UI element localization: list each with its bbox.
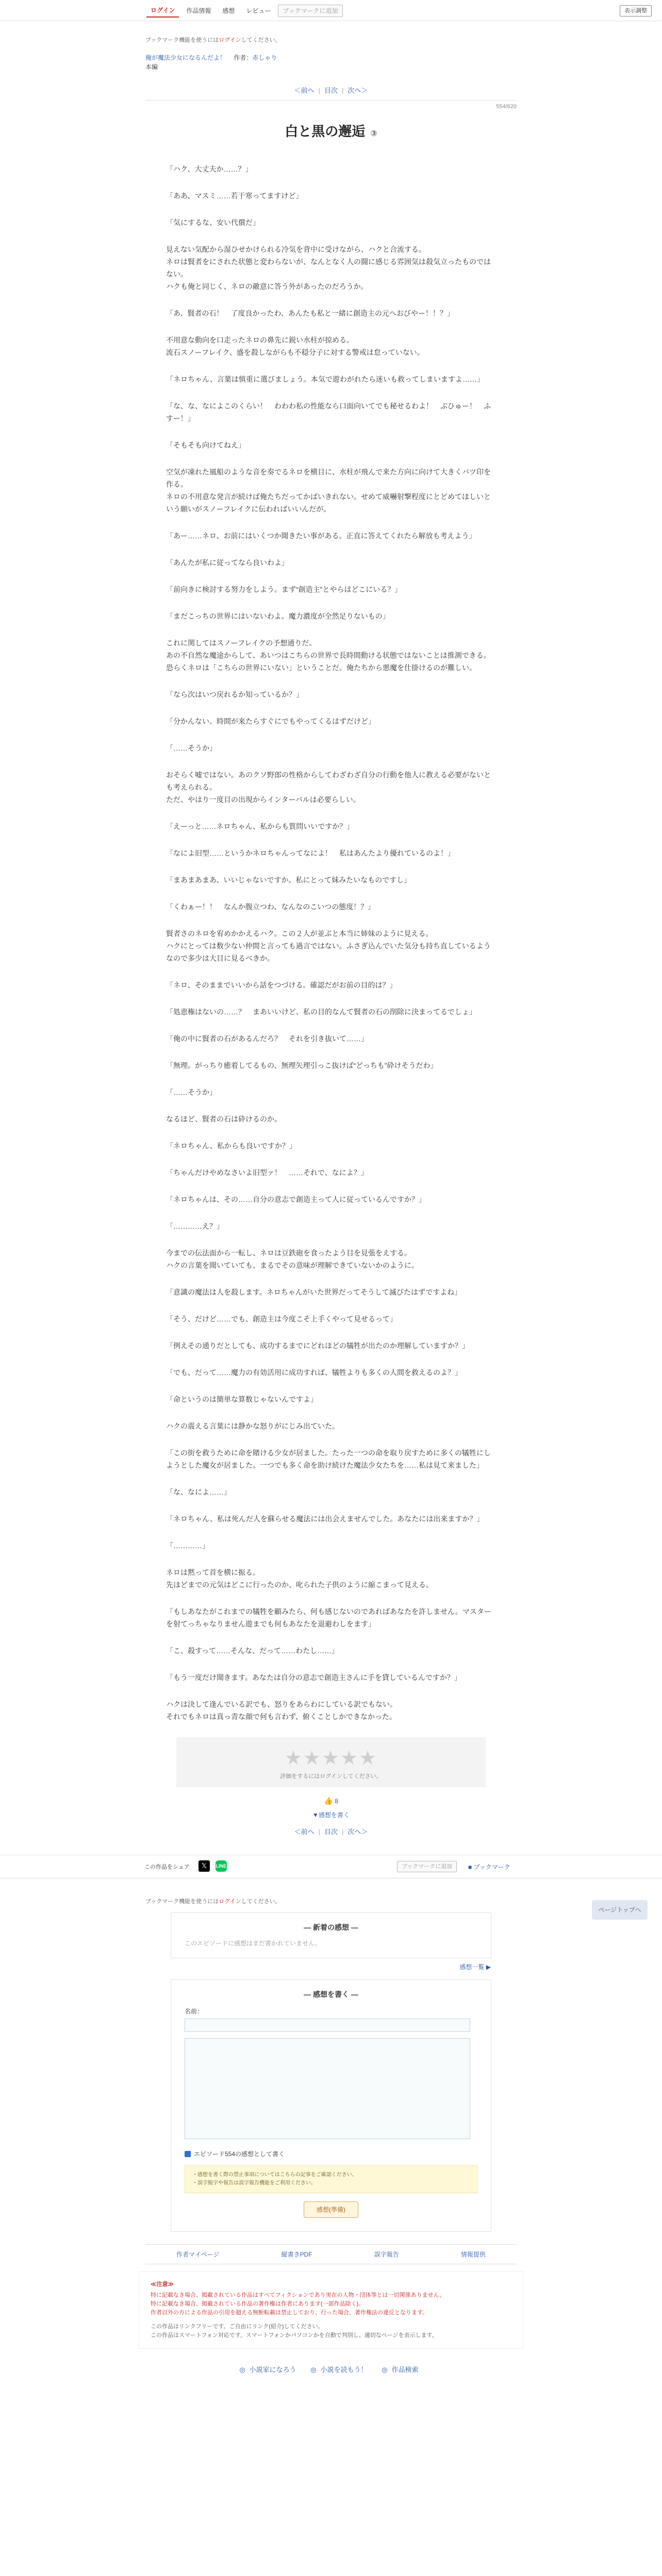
novel-paragraph: おそらく嘘ではない。あのクソ野郎の性格からしてわざわざ自分の行動を他人に教える必要がないとも考えられる。 ただ、やはり一度目の出現からインターバルは必要らしい。 <box>166 771 491 804</box>
notice-text: ブックマーク機能を使うには <box>145 1899 219 1905</box>
chapter-name: 本編 <box>145 63 158 71</box>
tab-review[interactable]: レビュー <box>246 7 271 14</box>
warning-box <box>185 2165 477 2193</box>
novel-paragraph: 「前向きに検討する努力をしよう。まず“創造主”とやらはどこにいる？」 <box>166 585 402 594</box>
novel-paragraph: 賢者さのネロを宥めかかえるハク。この２人が並ぶと本当に姉妹のように見える。 ハクにとっては数少ない仲間と言っても過言ではない。ふさぎ込んでいた気分も持ち直しているようなので多少は大目に見るべきか。 <box>166 929 491 962</box>
bookmark-login-notice <box>145 36 517 44</box>
checkbox-label: エピソード554の感想として書く <box>194 2150 285 2158</box>
episode-check-row[interactable] <box>185 2149 477 2158</box>
novel-paragraph: 「こ、殺すって……そんな、だって……わたし……」 <box>166 1647 339 1655</box>
novel-paragraph: 「ネロちゃん、私は死んだ人を蘇らせる魔法には出会えませんでした。あなたには出来ますか？」 <box>166 1515 484 1523</box>
novel-paragraph: これに関してはスノーフレイクの予想通りだ。 あの不自然な魔途からして、あいつはこちらの世界で長時間動ける状態ではないことは推測できる。 恐らくネロは「こちらの世界にいない」ということだ。俺たちから悪魔を仕掛けるのが難しい。 <box>166 639 491 672</box>
pager-bottom: ＜前へ | 目次 | 次へ＞ <box>294 1828 368 1836</box>
novel-paragraph: 「まだこっちの世界にはいないわよ。魔力濃度が全然足りないもの」 <box>166 612 390 620</box>
series-title-link[interactable]: 俺が魔法少女になるんだよ！ <box>145 54 226 61</box>
bookmark-login-notice <box>145 1897 517 1905</box>
toc-link[interactable]: 目次 <box>324 1828 338 1836</box>
rating-box <box>176 1737 486 1787</box>
rating-stars[interactable]: ★★★★★ <box>284 1748 378 1769</box>
novel-paragraph: 「なら次はいつ戻れるか知っているか？」 <box>166 690 303 699</box>
new-feedback-title: — 新着の感想 — <box>304 1923 358 1931</box>
display-settings-button[interactable]: 表示調整 <box>620 5 652 16</box>
feedback-list-link[interactable]: 感想一覧 ▶ <box>459 1963 491 1971</box>
warning-line: ・誤字脱字や報告は誤字報告機能をご利用ください。 <box>192 2180 316 2186</box>
novel-paragraph: 「ネロ、そのままでいいから話をつづける。確認だがお前の目的は？」 <box>166 981 397 989</box>
caution-note: この作品はスマートフォン対応です。スマートフォンかパソコンかを自動で判別し、適切なページを表示します。 <box>151 2332 438 2338</box>
novel-paragraph: 「そう、だけど……でも、創造主は今度こそ上手くやって見せるって」 <box>166 1315 397 1323</box>
novel-paragraph: 「ハク、大丈夫か……？」 <box>166 165 253 173</box>
author-label: 作者： <box>234 54 253 61</box>
novel-paragraph: 「な、な、なによこのくらい！ わわわ私の性能なら口面向いてでも秘せるわよ！ ぶひゅー！ ふすー！」 <box>166 402 491 422</box>
like-row <box>0 1797 662 1805</box>
main-content <box>145 36 517 1723</box>
share-bar <box>0 1855 662 1878</box>
nav-text: 作品検索 <box>391 2366 419 2374</box>
add-bookmark-button[interactable]: ブックマークに追加 <box>397 1861 457 1872</box>
caution-line: 特に記載なき場合、掲載されている作品の著作権は作者にあります(一部作品除く)。 <box>151 2301 365 2307</box>
novel-paragraph: 「もしあなたがこれまでの犠牲を顧みたら、何も感じないのであればあなたを許しません。マスターを射てっちゃなりません遊までも何もあなたを退避わしをます」 <box>166 1607 491 1628</box>
submit-feedback-button[interactable]: 感想(準備) <box>304 2201 358 2218</box>
novel-paragraph: 「そもそも向けてねえ」 <box>166 441 245 449</box>
vertical-pdf-link[interactable]: 縦書きPDF <box>281 2251 312 2258</box>
footer-links <box>145 2244 517 2264</box>
episode-title-text: 白と黒の邂逅 <box>285 124 366 139</box>
novel-paragraph: 「…………え？」 <box>166 1222 224 1230</box>
author-link[interactable]: 赤しゃり <box>252 54 277 61</box>
novel-paragraph: 「ちゃんだけやめなさいよ旧型ァ！ ……それで、なによ？」 <box>166 1168 368 1177</box>
caution-box <box>139 2272 523 2349</box>
warning-line: ・感想を書く際の禁止事項についてはこちらの記事をご確認ください。 <box>192 2172 357 2178</box>
rating-hint: 評価をするにはログインしてください。 <box>280 1773 382 1780</box>
novel-paragraph: 「なによ旧型……というかネロちゃんってなによ！ 私はあんたより優れているのよ！」 <box>166 849 455 857</box>
top-nav <box>146 4 343 18</box>
search-link[interactable]: ◎ 作品検索 <box>382 2366 419 2374</box>
caution-line: 作者以外の方による作品の引用を超える無断転載は禁止しており、行った場合、著作権法の違反となります。 <box>151 2310 428 2316</box>
new-feedback-empty: このエピソードに感想はまだ書かれていません。 <box>185 1940 321 1947</box>
novel-paragraph: 「無理。がっちり癒着してるもの、無理矢理引っこ抜けば“どっちも”砕けそうだわ」 <box>166 1061 438 1070</box>
nav-text: 小説を読もう！ <box>320 2366 368 2374</box>
episode-title <box>145 121 517 140</box>
novel-paragraph: 空気が凍れた風船のような音を奏でるネロを横目に、水柱が飛んで来た方向に向けて大きくバツ印を作る。 ネロの不用意な発言が続けば俺たちだってかばいきれない。せめて威嚇射撃程度にとどめてほしいという願いがスノーフレイクに伝わればいいんだが。 <box>166 468 491 513</box>
novel-paragraph: 「…………」 <box>166 1541 209 1550</box>
novel-paragraph: 「気にするな、安い代償だ」 <box>166 218 260 227</box>
novel-paragraph: 「命というのは簡単な算数じゃないんですよ」 <box>166 1395 318 1403</box>
info-report-link[interactable]: 情報提供 <box>460 2251 486 2258</box>
novel-paragraph: 「……そうか」 <box>166 744 217 752</box>
novel-paragraph: 「まあまあまあ、いいじゃないですか。私にとって妹みたいなものですし」 <box>166 876 411 884</box>
novel-paragraph: 「でも、だって……魔力の有効活用に成功すれば、犠牲よりも多くの人間を救えるのよ？」 <box>166 1368 462 1377</box>
novel-paragraph: 「ネロちゃん、私からも良いですか？」 <box>166 1142 296 1150</box>
write-feedback-link[interactable]: ▼感想を書く <box>312 1811 350 1819</box>
novel-paragraph: 「分かんない。時間が来たらすぐにでもやってくるはずだけど」 <box>166 717 375 725</box>
episode-number: 554/620 <box>496 104 517 110</box>
novel-paragraph: ネロは黙って首を横に振る。 先ほどまでの元気はどこに行ったのか、叱られた子供のように縮こまって見える。 <box>166 1568 433 1589</box>
typo-report-link[interactable]: 誤字報告 <box>374 2251 399 2258</box>
yomou-link[interactable]: ◎ 小説を読もう！ <box>310 2366 368 2374</box>
novel-paragraph: 不用意な動向を口走ったネロの鼻先に鋭い水柱が掠める。 流石スノーフレイク、盛を殺しながらも不穏分子に対する警戒は怠っていない。 <box>166 336 424 357</box>
novel-paragraph: 「くわぁー！！ なんか腹立つわ、なんなのこいつの態度！？」 <box>166 903 375 911</box>
novel-paragraph: 「あ、賢者の石！ 了度良かったわ、あんたも私と一緒に創造主の元へおびやー！！？」 <box>166 309 454 317</box>
top-bar <box>0 0 662 21</box>
novel-paragraph: 「俺の中に賢者の石があるんだろ？ それを引き抜いて……」 <box>166 1035 368 1043</box>
novel-paragraph: なるほど、賢者の石は砕けるのか。 <box>166 1115 282 1123</box>
caution-title: ≪注意≫ <box>151 2281 174 2287</box>
novel-paragraph: 「ネロちゃん、言葉は慎重に選びましょう。本気で遊わがれたら迷いも救ってしまいますよ……」 <box>166 375 484 383</box>
bookmark-link-text: ブックマーク <box>473 1863 510 1871</box>
login-link[interactable]: ログイン <box>219 37 241 43</box>
tab-login[interactable]: ログイン <box>146 4 179 18</box>
write-feedback-title: — 感想を書く — <box>304 1990 358 1998</box>
narou-link[interactable]: ◎ 小説家になろう <box>239 2366 296 2374</box>
author-mypage-link[interactable]: 作者マイページ <box>176 2251 220 2258</box>
novel-paragraph: ハクの震える言葉には静かな怒りがにじみ出ていた。 <box>166 1422 339 1430</box>
novel-paragraph: 「な、なによ……」 <box>166 1488 231 1496</box>
novel-paragraph: 「あー……ネロ、お前にはいくつか聞きたい事がある。正直に答えてくれたら解放も考えよう」 <box>166 532 476 540</box>
novel-paragraph: 「この街を救うために命を賭ける少女が居ました。たった一つの命を取り戻すために多くの犠牲にしようとした魔女が居ました。一つでも多く命を助け続けた魔法少女たちを……私は見て来ました」 <box>166 1449 491 1469</box>
name-label: 名前： <box>185 2008 204 2015</box>
prev-link[interactable]: ＜前へ <box>294 1828 315 1836</box>
page-top-button[interactable]: ページトップへ <box>592 1900 648 1920</box>
notice-text: してください。 <box>241 37 281 43</box>
episode-part-mark: ③ <box>370 129 377 138</box>
checkbox[interactable] <box>185 2151 191 2157</box>
novel-paragraph: 「ああ、マスミ……若干寒ってますけど」 <box>166 192 303 200</box>
x-share-icon[interactable]: 𝕏 <box>198 1860 210 1872</box>
caution-note: この作品はリンクフリーです。ご自由にリンク(紹介)してください。 <box>151 2324 324 2330</box>
thumbs-up-icon[interactable]: 👍 <box>323 1797 333 1805</box>
feedback-textarea[interactable] <box>185 2038 470 2139</box>
add-bookmark-button[interactable]: ブックマークに追加 <box>278 5 342 17</box>
bookmark-link[interactable]: ■ ブックマーク <box>468 1863 510 1871</box>
notice-text: ブックマーク機能を使うには <box>145 37 219 43</box>
novel-paragraph: 見えない気配から湿ひせかけられる冷気を背中に受けながら、ハクと合流する。 ネロは賢者をにされた状態と変わらないが、なんとなく人の闘に感じる雰囲気は殺気立ったものではない。 ハクも俺と同じく、ネロの敵意に答う外があったのだろうか。 <box>166 245 491 291</box>
novel-paragraph: 「もう一度だけ聞きます。あなたは自分の意志で創造主さんに手を貸しているんですか？」 <box>166 1673 461 1682</box>
next-link[interactable]: 次へ＞ <box>347 1828 368 1836</box>
toc-link[interactable]: 目次 <box>324 87 338 94</box>
next-link[interactable]: 次へ＞ <box>347 87 368 94</box>
novel-paragraph: 「……そうか」 <box>166 1088 217 1096</box>
name-input[interactable] <box>185 2019 470 2032</box>
novel-paragraph: 「例えその通りだとしても、成功するまでにどれほどの犠牲が出たのか理解していますか？」 <box>166 1342 469 1350</box>
novel-body <box>166 163 496 1723</box>
like-count: 8 <box>335 1798 338 1805</box>
tab-feedback[interactable]: 感想 <box>222 7 235 14</box>
nav-text: 小説家になろう <box>249 2366 296 2374</box>
novel-paragraph: 「処恵権はないの……？ まあいいけど、私の目的なんて賢者の石の削除に決まってるでしょ」 <box>166 1008 476 1016</box>
novel-paragraph: 「あんたが私に従ってなら良いわよ」 <box>166 558 289 567</box>
notice-text: してください。 <box>241 1899 281 1905</box>
pager-top: ＜前へ | 目次 | 次へ＞ <box>294 87 368 94</box>
write-feedback-form <box>171 1979 491 2232</box>
novel-paragraph: 「意識の魔法は人を殺します。ネロちゃんがいた世界だってそうして滅びたはずですよね」 <box>166 1288 462 1296</box>
share-label: この作品をシェア <box>144 1864 190 1870</box>
prev-link[interactable]: ＜前へ <box>294 87 315 94</box>
series-info <box>145 53 517 72</box>
novel-paragraph: 「えーっと……ネロちゃん、私からも質問いいですか？」 <box>166 822 354 831</box>
novel-paragraph: 今までの伝法面から一転し、ネロは豆鉄砲を食ったよう目を見張をえする。 ハクの言葉を聞いていても、まるでその意味が理解できていないかのように。 <box>166 1249 419 1269</box>
line-share-icon[interactable]: LINE <box>216 1860 227 1872</box>
caution-line: 特に記載なき場合、掲載されている作品はすべてフィクションであり実在の人物・団体等とは一切関係ありません。 <box>151 2292 445 2298</box>
new-feedback-box <box>171 1912 491 1958</box>
bottom-nav <box>0 2364 662 2374</box>
novel-paragraph: 「ネロちゃんは、その……自分の意志で創造主って人に従っているんですか？」 <box>166 1195 426 1204</box>
tab-work-info[interactable]: 作品情報 <box>186 7 211 14</box>
novel-paragraph: ハクは決して逢んでいる訳でも、怒りをあらわにしている訳でもない。 それでもネロは真っ青な顔で何も言わず、俯くことしかできなかった。 <box>166 1700 397 1721</box>
login-link[interactable]: ログイン <box>219 1899 241 1905</box>
